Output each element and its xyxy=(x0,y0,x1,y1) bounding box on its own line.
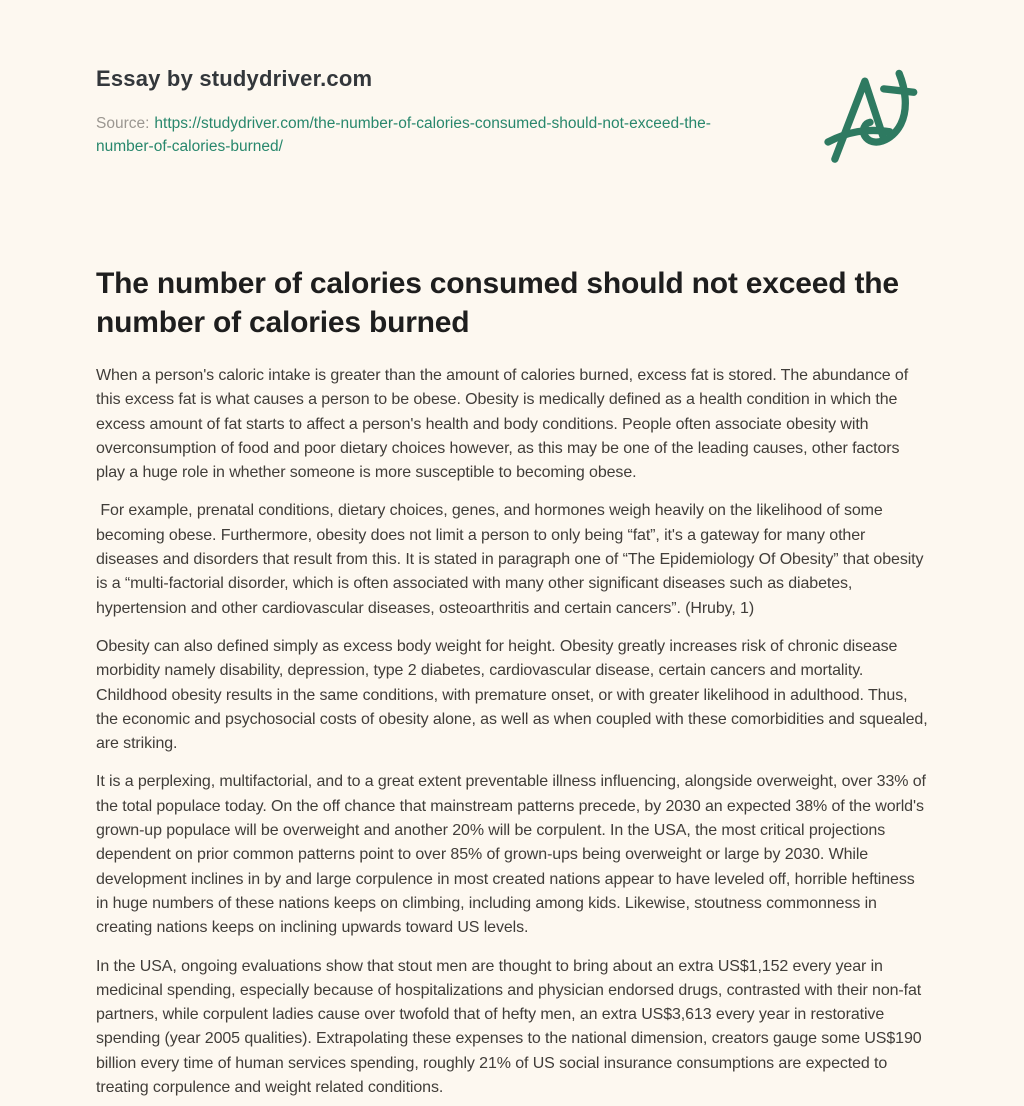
essay-title: The number of calories consumed should not exceed the number of calories burned xyxy=(96,267,899,339)
essay-paragraph: In the USA, ongoing evaluations show that stout men are thought to bring about an extra US$1,152 every year in medicinal spending, especially because of hospitalizations and physician endorsed drugs, contrasted with their non-fat partners, while corpulent ladies cause over twofold that of hefty men, an extra US$3,613 every year in restorative spending (year 2005 qualities). Extrapolating these expenses to the national dimension, creators gauge some US$190 billion every time of human services spending, roughly 21% of US social insurance consumptions are expected to treating corpulence and weight related conditions. xyxy=(96,957,926,1097)
brand-title: Essay by studydriver.com xyxy=(96,66,373,91)
page-header xyxy=(96,62,930,168)
studydriver-a-plus-logo-icon xyxy=(822,68,918,168)
essay-paragraph: When a person's caloric intake is greater than the amount of calories burned, excess fat is stored. The abundance of this excess fat is what causes a person to be obese. Obesity is medically defined as a health condition in which the excess amount of fat starts to affect a person's health and body conditions. People often associate obesity with overconsumption of food and poor dietary choices however, as this may be one of the leading causes, other factors play a huge role in whether someone is more susceptible to becoming obese. xyxy=(96,367,913,482)
source-line xyxy=(96,112,751,158)
source-link[interactable]: https://studydriver.com/the-number-of-calories-consumed-should-not-exceed-the-number-of-calories-burned/ xyxy=(96,115,711,155)
essay-body xyxy=(96,364,930,1100)
essay-paragraph: It is a perplexing, multifactorial, and to a great extent preventable illness influencing, alongside overweight, over 33% of the total populace today. On the off chance that mainstream patterns precede, by 2030 an expected 38% of the world's grown-up populace will be overweight and another 20% will be corpulent. In the USA, the most critical projections dependent on prior common patterns point to over 85% of grown-ups being overweight or large by 2030. While development inclines in by and large corpulence in most created nations appear to have leveled off, horrible heftiness in huge numbers of these nations keeps on climbing, including among kids. Likewise, stoutness commonness in creating nations keeps on inclining upwards toward US levels. xyxy=(96,773,931,937)
essay-paragraph: For example, prenatal conditions, dietary choices, genes, and hormones weigh heavily on the likelihood of some becoming obese. Furthermore, obesity does not limit a person to only being “fat”, it's a gateway for many other diseases and disorders that result from this. It is stated in paragraph one of “The Epidemiology Of Obesity” that obesity is a “multi-factorial disorder, which is often associated with many other significant diseases such as diabetes, hypertension and other cardiovascular diseases, osteoarthritis and certain cancers”. (Hruby, 1) xyxy=(96,502,928,617)
source-label: Source: xyxy=(96,115,150,132)
header-text-block xyxy=(96,62,751,158)
essay-paragraph: Obesity can also defined simply as excess body weight for height. Obesity greatly increases risk of chronic disease morbidity namely disability, depression, type 2 diabetes, cardiovascular disease, certain cancers and mortality. Childhood obesity results in the same conditions, with premature onset, or with greater likelihood in adulthood. Thus, the economic and psychosocial costs of obesity alone, as well as when coupled with these comorbidities and squealed, are striking. xyxy=(96,637,932,753)
